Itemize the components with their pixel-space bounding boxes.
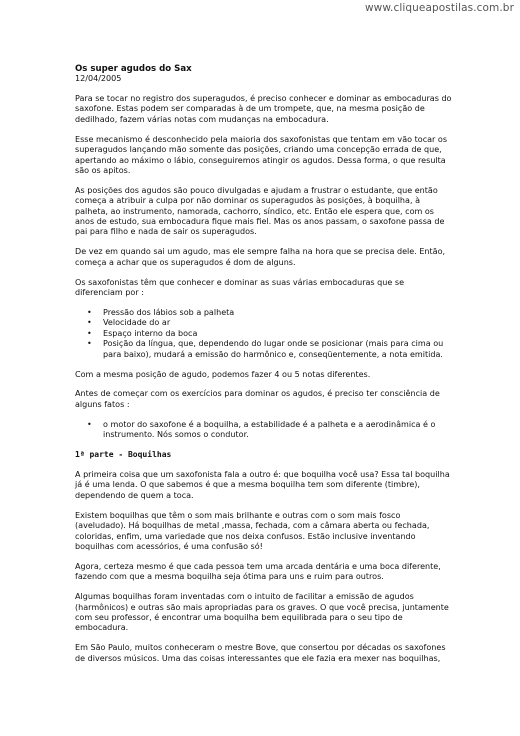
list-item: • Espaço interno da boca	[103, 329, 453, 339]
list-item: • Pressão dos lábios sob a palheta	[103, 308, 453, 318]
paragraph: Em São Paulo, muitos conheceram o mestre Bove, que consertou por décadas os saxofones de diversos músicos. Uma das coisas interessantes que ele fazia era mexer nas boquilhas,	[75, 643, 446, 663]
paragraph: Esse mecanismo é desconhecido pela maioria dos saxofonistas que tentam em vão tocar os superagudos lançando mão somente das posições, criando uma concepção errada de que, apertando ao máximo o lábio, conseguiremos atingir os agudos. Dessa forma, o que resulta são os apitos.	[75, 134, 448, 175]
paragraph: Algumas boquilhas foram inventadas com o intuito de facilitar a emissão de agudos (harmônicos) e outras são mais apropriadas para os graves. O que você precisa, juntamente com seu professor, é encontrar uma boquilha bem equilibrada para o seu tipo de embocadura.	[75, 592, 449, 633]
paragraph: Os saxofonistas têm que conhecer e dominar as suas várias embocaduras que se diferenciam por :	[75, 277, 405, 298]
paragraph: Para se tocar no registro dos superagudos, é preciso conhecer e dominar as embocaduras do saxofone. Estas podem ser comparadas à de um trompete, que, na mesma posição de dedilhado, fazem várias notas com mudanças na embocadura.	[75, 94, 452, 124]
list-item: • o motor do saxofone é a boquilha, a estabilidade é a palheta e a aerodinâmica é o instrumento. Nós somos o condutor.	[103, 420, 453, 441]
article-body	[75, 64, 453, 674]
paragraph: De vez em quando sai um agudo, mas ele sempre falha na hora que se precisa dele. Então, começa a achar que os superagudos é dom de alguns.	[75, 247, 446, 267]
article-title: Os super agudos do Sax	[75, 64, 192, 74]
list-item: • Posição da língua, que, dependendo do lugar onde se posicionar (mais para cima ou para baixo), mudará a emissão do harmônico e, conseqüentemente, a nota emitida.	[103, 339, 453, 360]
article-date: 12/04/2005	[75, 74, 122, 83]
site-header: www.cliqueapostilas.com.br	[364, 2, 514, 14]
paragraph: As posições dos agudos são pouco divulgadas e ajudam a frustrar o estudante, que então começa a atribuir a culpa por não dominar os superagudos às posições, à boquilha, à palheta, ao instrumento, namorada, cachorro, síndico, etc. Então ele espera que, com os anos de estudo, sua embocadura fique mais fiel. Mas os anos passam, o saxofone passa de pai para filho e nada de sair os superagudos.	[75, 185, 445, 237]
embouchure-factors-list	[75, 308, 453, 360]
paragraph: A primeira coisa que um saxofonista fala a outro é: que boquilha você usa? Essa tal boquilha já é uma lenda. O que sabemos é que a mesma boquilha tem som diferente (timbre), dependendo de quem a toca.	[75, 470, 450, 500]
list-item: • Velocidade do ar	[103, 318, 453, 328]
paragraph: Agora, certeza mesmo é que cada pessoa tem uma arcada dentária e uma boca diferente, fazendo com que a mesma boquilha seja ótima para uns e ruim para outros.	[75, 561, 441, 582]
paragraph: Com a mesma posição de agudo, podemos fazer 4 ou 5 notas diferentes.	[75, 369, 371, 379]
paragraph: Existem boquilhas que têm o som mais brilhante e outras com o som mais fosco (aveludado). Há boquilhas de metal ,massa, fechada, com a câmara aberta ou fechada, coloridas, enfim, uma variedade que nos deixa confusos. Estão inclusive inventando boquilhas com acessórios, é uma confusão só!	[75, 510, 430, 551]
paragraph: Antes de começar com os exercícios para dominar os agudos, é preciso ter consciência de alguns fatos :	[75, 389, 440, 409]
facts-list	[75, 420, 453, 441]
section-heading: 1ª parte - Boquilhas	[75, 450, 172, 460]
